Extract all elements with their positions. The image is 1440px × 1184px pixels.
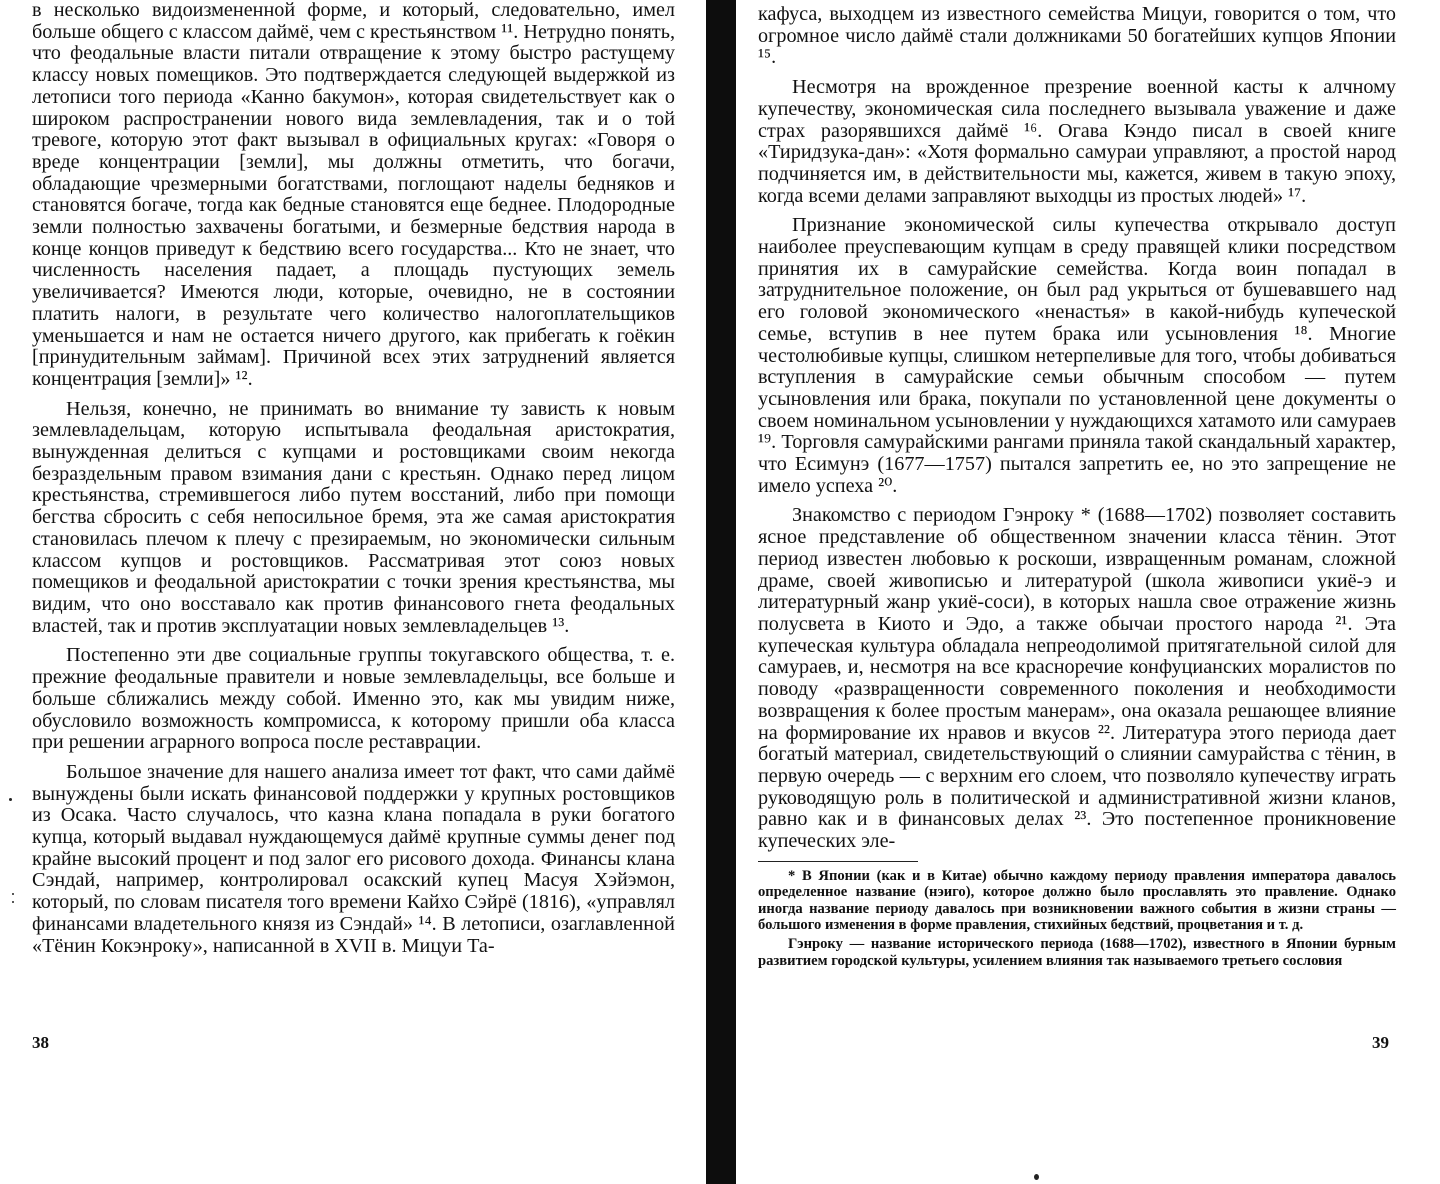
left-page: [0, 0, 706, 1184]
paragraph: Признание экономической силы купечества открывало доступ наиболее преуспевающим купцам в среду правящей клики посредством принятия их в самурайские семейства. Когда воин попадал в затруднительное положение, он был рад укрыться от бушевавшего над его головой экономического «ненастья» в какой-нибудь купеческой семье, вступив в нее путем брака или усыновления ¹⁸. Многие честолюбивые купцы, слишком нетерпеливые для того, чтобы добиваться вступления в самурайские семьи обычным способом — путем усыновления или брака, покупали по установленной цене документы о своем номинальном усыновлении у нуждающихся хатамото или самураев ¹⁹. Торговля самурайскими рангами приняла такой скандальный характер, что Есимунэ (1677—1757) пытался запретить ее, но это запрещение не имело успеха ²⁰.: [758, 214, 1396, 497]
paragraph: Большое значение для нашего анализа имеет тот факт, что сами даймё вынуждены были искать финансовой поддержки у крупных ростовщиков из Осака. Часто случалось, что казна клана попадала в руки богатого купца, который выдавал нуждающемуся даймё крупные суммы денег под крайне высокий процент и под залог его рисового дохода. Финансы клана Сэндай, например, контролировал осакский купец Масуя Хэйэмон, который, по словам писателя того времени Кайхо Сэйрё (1816), «управлял финансами владетельного князя из Сэндай» ¹⁴. В летописи, озаглавленной «Тёнин Кокэнроку», написанной в XVII в. Мицуи Та-: [32, 760, 675, 957]
page-number-right: 39: [1372, 1033, 1389, 1052]
paragraph: Постепенно эти две социальные группы токугавского общества, т. е. прежние феодальные правители и новые землевладельцы, все больше и больше сближались между собой. Именно это, как мы увидим ниже, обусловило возможность компромисса, к которому пришли оба класса при решении аграрного вопроса после реставрации.: [32, 644, 675, 754]
paragraph: Несмотря на врожденное презрение военной касты к алчному купечеству, экономическая сила последнего вызывала уважение и даже страх разорявшихся даймё ¹⁶. Огава Кэндо писал в своей книге «Тиридзука-дан»: «Хотя формально самураи управляют, а простой народ подчиняется им, в действительности мы, кажется, живем в такую эпоху, когда всеми делами заправляют выходцы из простых людей» ¹⁷.: [758, 76, 1396, 207]
book-spine-gutter: [706, 0, 736, 1184]
paragraph: кафуса, выходцем из известного семейства Мицуи, говорится о том, что огромное число даймё стали должниками 50 богатейших купцов Японии ¹⁵.: [758, 3, 1396, 69]
scan-speck: [1034, 1174, 1039, 1180]
paragraph: в несколько видоизмененной форме, и который, следовательно, имел больше общего с классом даймё, чем с крестьянством ¹¹. Нетрудно понять, что феодальные власти питали отвращение к этому быстро растущему классу новых помещиков. Это подтверждается следующей выдержкой из летописи того периода «Канно бакумон», которая свидетельствует как о широком распространении нового вида землевладения, так и о той тревоге, которую этот факт вызывал в официальных кругах: «Говоря о вреде концентрации [земли], мы должны отметить, что богачи, обладающие чрезмерными богатствами, поглощают наделы бедняков и становятся богаче, тогда как бедные становятся еще беднее. Плодородные земли полностью захвачены богатыми, и безмерные бедствия народа в конце концов приведут к бедствию всего государства... Кто не знает, что численность населения падает, а площадь пустующих земель увеличивается? Имеются люди, которые, очевидно, не в состоянии платить налоги, в результате чего количество налогоплательщиков уменьшается и нам не остается ничего другого, как прибегать к гоёкин [принудительным займам]. Причиной всех этих затруднений является концентрация [земли]» ¹².: [32, 0, 675, 390]
paragraph: Нельзя, конечно, не принимать во внимание ту зависть к новым землевладельцам, которую испытывала феодальная аристократия, вынужденная делиться с купцами и ростовщиками своим некогда безраздельным правом взимания дани с крестьян. Однако перед лицом крестьянства, стремившегося либо путем восстаний, либо при помощи бегства сбросить с себя непосильное бремя, эта же самая аристократия становилась плечом к плечу с презираемым, но экономически сильным классом купцов и ростовщиков. Рассматривая этот союз новых помещиков и феодальной аристократии с точки зрения крестьянства, мы видим, что оно восставало как против финансового гнета феодальных властей, так и против эксплуатации новых землевладельцев ¹³.: [32, 397, 675, 637]
scan-speck: [9, 798, 12, 801]
scan-speck: [12, 901, 14, 903]
page-number-left: 38: [32, 1033, 49, 1052]
left-page-text-column: [32, 0, 675, 965]
scan-speck: [12, 893, 14, 895]
footnote: * В Японии (как и в Китае) обычно каждому периоду правления императора давалось определенное название (нэиго), которое должно было прославлять это правление. Однако иногда название периоду давалось при возникновении важного события в жизни страны — большого изменения в форме правления, стихийных бедствий, процветания и т. д.: [758, 867, 1396, 933]
footnote: Гэнроку — название исторического периода (1688—1702), известного в Японии бурным развитием городской культуры, усилением влияния так называемого третьего сословия: [758, 936, 1396, 969]
right-page-text-column: [758, 4, 1396, 972]
footnote-separator: [758, 861, 918, 862]
right-page: [736, 0, 1440, 1184]
paragraph: Знакомство с периодом Гэнроку * (1688—1702) позволяет составить ясное представление об общественном значении класса тёнин. Этот период известен любовью к роскоши, извращенным романам, сложной драме, своей живописью и литературой (школа живописи укиё-э и литературный жанр укиё-соси), в которых нашла свое отражение жизнь полусвета в Киото и Эдо, а также обычаи простого народа ²¹. Эта купеческая культура обладала непреодолимой притягательной силой для самураев, и, несмотря на все красноречие конфуцианских моралистов по поводу «развращенности современного поколения и необходимости возвращения к более простым манерам», она оказала решающее влияние на формирование их нравов и вкусов ²². Литература этого периода дает богатый материал, свидетельствующий о слиянии самурайства с тёнин, в первую очередь — с верхним его слоем, что позволяло купечеству играть руководящую роль в политической и административной жизни кланов, равно как и в финансовых делах ²³. Это постепенное проникновение купеческих эле-: [758, 504, 1396, 853]
